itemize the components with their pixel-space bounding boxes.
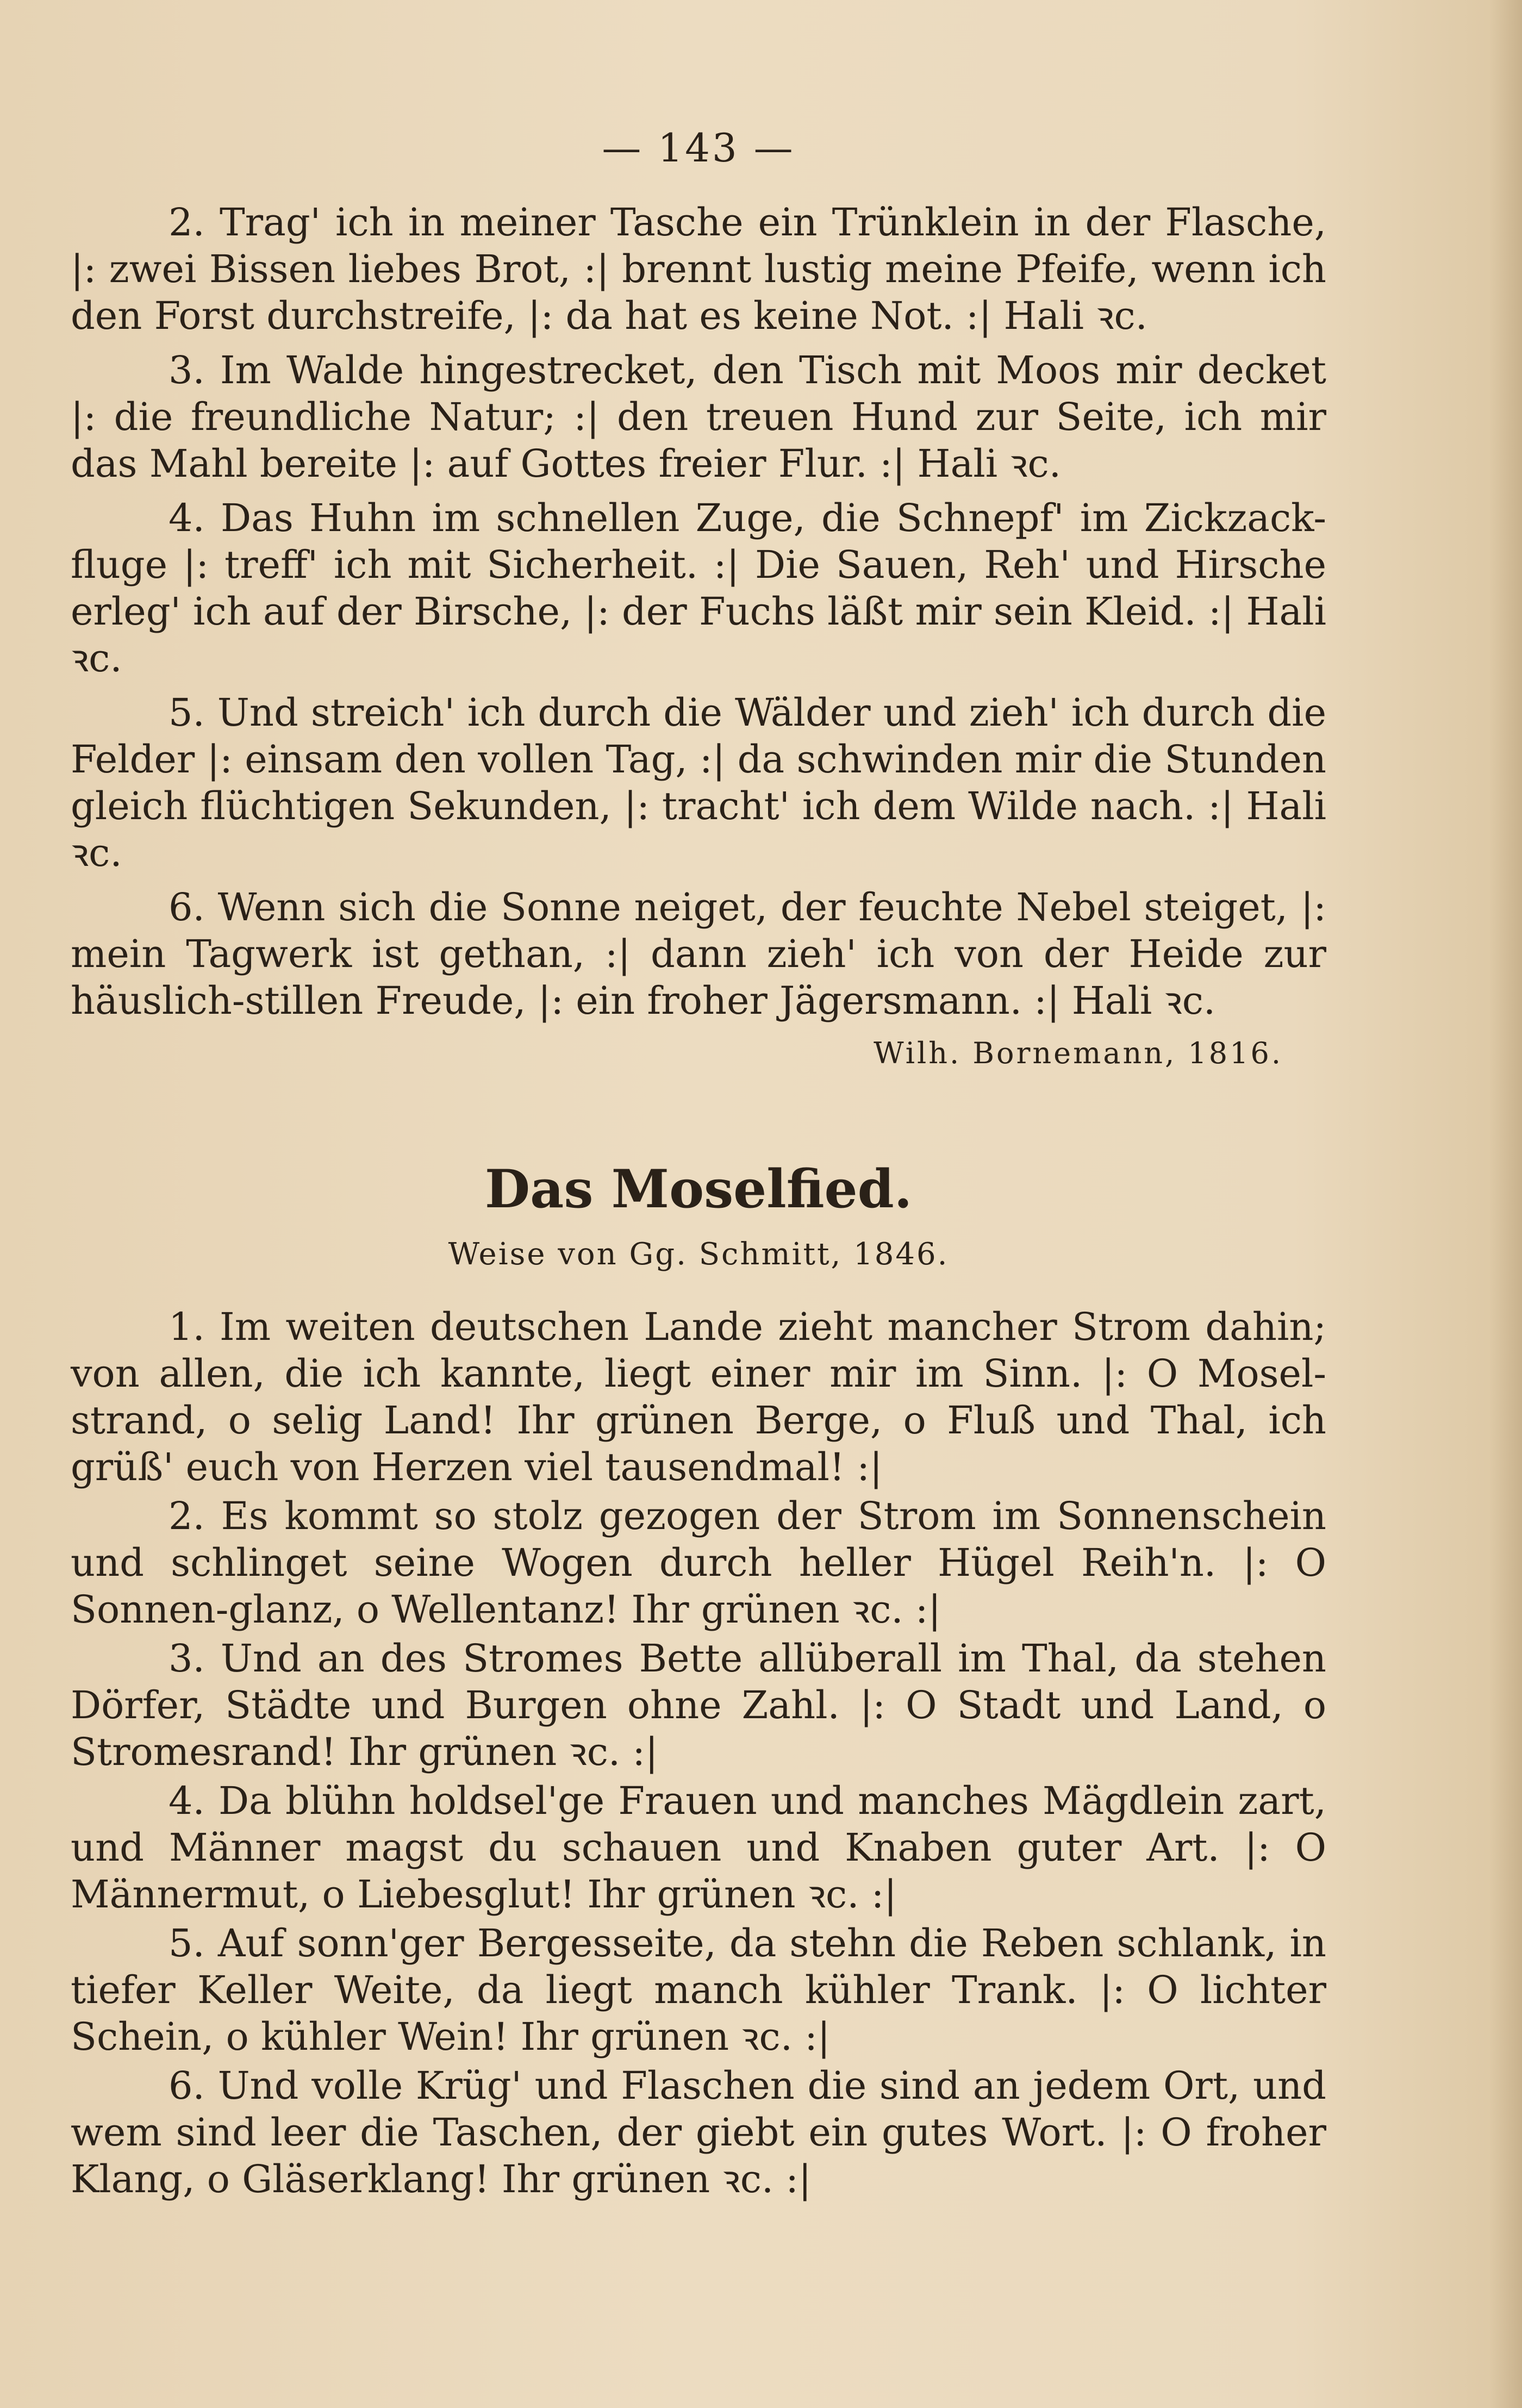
- page-number: — 143 —: [602, 125, 795, 171]
- verse-4: 4. Das Huhn im schnellen Zuge, die Schnepf' im Zickzack-fluge |: treff' ich mit Sicherheit. :| Die Sauen, Reh' und Hirsche erleg' ich auf der Birsche, |: der Fuchs läßt mir sein Kleid. :| Hali ꝛc.: [71, 496, 1326, 681]
- verses-part2: [71, 1303, 1326, 2203]
- verse-2: 2. Trag' ich in meiner Tasche ein Trünklein in der Flasche, |: zwei Bissen liebes Brot, :| brennt lustig meine Pfeife, wenn ich den Forst durchstreife, |: da hat es keine Not. :| Hali ꝛc.: [71, 200, 1326, 338]
- page-edge-shadow: [1489, 0, 1522, 2408]
- mosel-verse-5: 5. Auf sonn'ger Bergesseite, da stehn die Reben schlank, in tiefer Keller Weite, da liegt manch kühler Trank. |: O lichter Schein, o kühler Wein! Ihr grünen ꝛc. :|: [71, 1921, 1326, 2059]
- mosel-verse-6: 6. Und volle Krüg' und Flaschen die sind an jedem Ort, und wem sind leer die Taschen, der giebt ein gutes Wort. |: O froher Klang, o Gläserklang! Ihr grünen ꝛc. :|: [71, 2063, 1326, 2201]
- page-content: [71, 125, 1326, 2205]
- song-title: Das Moselfied.: [484, 1158, 913, 1220]
- verse-6: 6. Wenn sich die Sonne neiget, der feuchte Nebel steiget, |: mein Tagwerk ist gethan, :| dann zieh' ich von der Heide zur häuslich-stillen Freude, |: ein froher Jägersmann. :| Hali ꝛc.: [71, 885, 1326, 1023]
- verse-5: 5. Und streich' ich durch die Wälder und zieh' ich durch die Felder |: einsam den vollen Tag, :| da schwinden mir die Stunden gleich flüchtigen Sekunden, |: tracht' ich dem Wilde nach. :| Hali ꝛc.: [71, 690, 1326, 875]
- mosel-verse-1: 1. Im weiten deutschen Lande zieht mancher Strom dahin; von allen, die ich kannte, liegt einer mir im Sinn. |: O Mosel-strand, o selig Land! Ihr grünen Berge, o Fluß und Thal, ich grüß' euch von Herzen viel tausendmal! :|: [71, 1305, 1326, 1489]
- mosel-verse-3: 3. Und an des Stromes Bette allüberall im Thal, da stehen Dörfer, Städte und Burgen ohne Zahl. |: O Stadt und Land, o Stromesrand! Ihr grünen ꝛc. :|: [71, 1636, 1326, 1774]
- verses-part1: [71, 199, 1326, 1024]
- mosel-verse-4: 4. Da blühn holdsel'ge Frauen und manches Mägdlein zart, und Männer magst du schauen und Knaben guter Art. |: O Männermut, o Liebesglut! Ihr grünen ꝛc. :|: [71, 1779, 1326, 1917]
- verse-3: 3. Im Walde hingestrecket, den Tisch mit Moos mir decket |: die freundliche Natur; :| den treuen Hund zur Seite, ich mir das Mahl bereite |: auf Gottes freier Flur. :| Hali ꝛc.: [71, 348, 1326, 486]
- melody-credit: Weise von Gg. Schmitt, 1846.: [448, 1237, 949, 1272]
- mosel-verse-2: 2. Es kommt so stolz gezogen der Strom im Sonnenschein und schlinget seine Wogen durch heller Hügel Reih'n. |: O Sonnen-glanz, o Wellentanz! Ihr grünen ꝛc. :|: [71, 1494, 1326, 1632]
- author-attribution: Wilh. Bornemann, 1816.: [874, 1036, 1283, 1070]
